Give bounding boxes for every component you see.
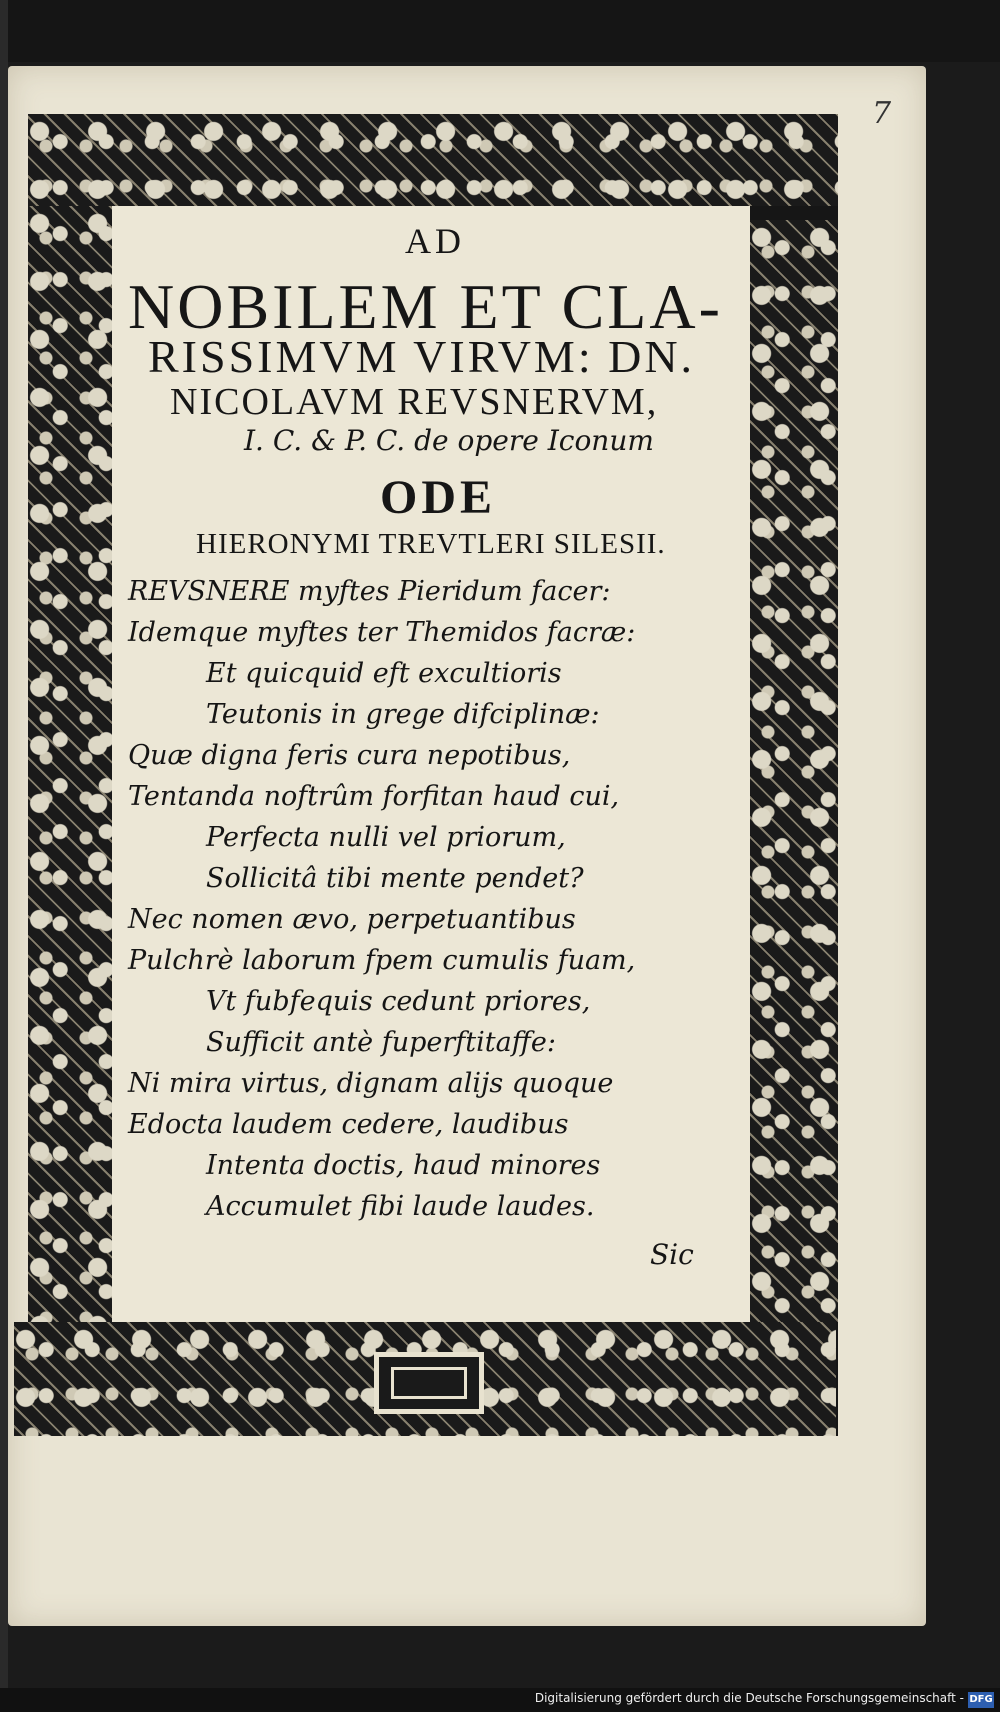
cartouche-ornament: [374, 1352, 484, 1414]
poem-line: Quæ digna feris cura nepotibus,: [128, 740, 571, 771]
poem-line: Et quicquid eft excultioris: [206, 658, 562, 689]
poem-line: Edocta laudem cedere, laudibus: [128, 1109, 569, 1140]
poem-line: Sollicitâ tibi mente pendet?: [206, 863, 584, 894]
ode-title: ODE: [380, 471, 497, 524]
poem-line: Vt fubfequis cedunt priores,: [206, 986, 591, 1017]
heading-line-4: I. C. & P. C. de opere Iconum: [244, 424, 654, 457]
heading-line-1: NOBILEM ET CLA-: [128, 271, 723, 342]
poem-line: Tentanda noftrûm forfitan haud cui,: [128, 781, 620, 812]
poem-line: Sufficit antè fuperftitaffe:: [206, 1027, 556, 1058]
heading-line-3: NICOLAVM REVSNERVM,: [170, 381, 659, 423]
heading-ad: AD: [405, 221, 465, 261]
digitization-credit: Digitalisierung gefördert durch die Deutsche Forschungsgemeinschaft -: [534, 1691, 964, 1705]
ornamental-border-left: [28, 206, 112, 1322]
poem-line: Perfecta nulli vel priorum,: [206, 822, 566, 853]
ornamental-border-top: [28, 114, 838, 206]
poem-line: Ni mira virtus, dignam alijs quoque: [128, 1068, 614, 1099]
poem-line: Pulchrè laborum fpem cumulis fuam,: [128, 945, 636, 976]
page-number: 7: [872, 96, 892, 131]
dfg-logo: DFG: [968, 1692, 994, 1708]
author-line: HIERONYMI TREVTLERI SILESII.: [196, 528, 666, 560]
scan-top-strip: [0, 0, 1000, 62]
poem-line: Teutonis in grege difciplinæ:: [206, 699, 600, 730]
ornamental-border-right: [750, 220, 838, 1322]
poem-line: Nec nomen ævo, perpetuantibus: [128, 904, 576, 935]
poem-line: Idemque myftes ter Themidos facræ:: [128, 617, 636, 648]
scan-left-strip: [0, 0, 8, 1712]
poem-line: Accumulet fibi laude laudes.: [206, 1191, 595, 1222]
poem-line: Intenta doctis, haud minores: [206, 1150, 601, 1181]
poem-line: REVSNERE myftes Pieridum facer:: [128, 576, 611, 607]
catchword: Sic: [650, 1238, 694, 1271]
heading-line-2: RISSIMVM VIRVM: DN.: [148, 331, 696, 382]
